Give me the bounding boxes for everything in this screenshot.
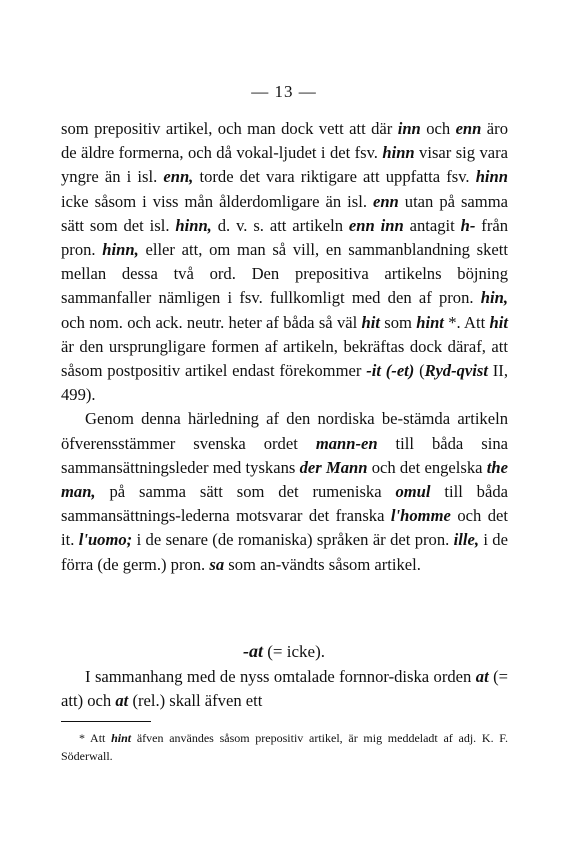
text-run: ( [414, 361, 425, 381]
italic-word: l'uomo; [78, 530, 133, 550]
italic-word: inn [397, 119, 421, 138]
paragraph-2 [61, 407, 508, 576]
italic-word: -it (-et) [366, 361, 415, 381]
footnote-rule [61, 721, 151, 722]
italic-word: Ryd-qvist [424, 361, 488, 381]
italic-word: enn inn [348, 215, 404, 235]
text-run: i de förra (de germ.) pron. [61, 530, 508, 574]
italic-word: hin, [480, 288, 508, 308]
text-run: antagit [403, 215, 461, 235]
text-run: II, 499). [61, 361, 508, 405]
text-run: Genom denna härledning af den nordiska be-stämda artikeln öfverensstämmer svenska ordet [61, 409, 508, 453]
text-run: utan på samma sätt som det isl. [61, 191, 508, 235]
text-run: I sammanhang med de nyss omtalade fornnor-diska orden [85, 667, 476, 686]
italic-word: omul [395, 482, 431, 502]
text-run: (rel.) skall äfven ett [128, 691, 263, 711]
text-run: äro de äldre formerna, och då vokal-ljudet i det fsv. [61, 119, 508, 163]
heading-gloss: (= icke). [263, 642, 325, 661]
continuation-text [61, 665, 508, 713]
paragraph-3 [61, 665, 508, 713]
italic-word: l'homme [390, 506, 451, 526]
text-run: *. Att [443, 312, 490, 332]
italic-word: h- [460, 215, 476, 235]
italic-word: hint [111, 731, 132, 745]
italic-word: hinn, [175, 215, 212, 235]
footnote-text [61, 729, 508, 765]
italic-word: hinn [475, 167, 508, 187]
text-run: d. v. s. att artikeln [211, 215, 349, 235]
main-text [61, 117, 508, 577]
italic-word: hinn [382, 143, 415, 163]
text-run: som an-vändts såsom artikel. [224, 554, 421, 574]
text-run: och nom. och ack. neutr. heter af båda så väl [61, 312, 362, 332]
heading-word: -at [243, 641, 263, 661]
italic-word: enn [455, 119, 482, 138]
italic-word: ille, [453, 530, 479, 550]
text-run: och det engelska [367, 457, 487, 477]
text-run: äfven användes såsom prepositiv artikel, är mig meddeladt af adj. K. F. Söderwall. [61, 731, 508, 763]
text-run: * Att [79, 731, 112, 745]
text-run: på samma sätt som det rumeniska [95, 482, 396, 502]
italic-word: sa [209, 554, 225, 574]
text-run: är den ursprungligare formen af artikeln, bekräftas dock däraf, att såsom postpositiv artikel endast förekommer [61, 336, 508, 381]
text-run: icke såsom i viss mån ålderdomligare än isl. [61, 191, 373, 211]
text-run: (= att) och [61, 667, 508, 711]
page-number: — 13 — [251, 82, 317, 101]
italic-word: at [475, 667, 489, 686]
text-run: från pron. [61, 215, 509, 260]
text-run: och [420, 119, 456, 138]
text-run: som prepositiv artikel, och man dock vett att där [61, 119, 398, 138]
text-run: till båda sammansättnings-lederna motsvarar det franska [61, 482, 509, 526]
italic-word: der Mann [299, 457, 368, 477]
text-run: visar sig vara yngre än i isl. [61, 143, 509, 187]
text-run: torde det vara riktigare att uppfatta fsv. [193, 167, 476, 187]
text-run: eller att, om man så vill, en sammanblandning skett mellan dessa två ord. Den prepositiva artikelns böjning sammanfaller nämligen i fsv. fullkomligt med den af pron. [61, 240, 508, 308]
text-run: och det it. [61, 506, 508, 550]
text-run: som [379, 312, 417, 332]
italic-word: mann-en [315, 433, 378, 453]
footnote [61, 729, 508, 765]
paragraph-1 [61, 117, 508, 407]
italic-word: hit [489, 312, 508, 332]
italic-word: at [115, 691, 129, 711]
italic-word: enn [372, 191, 399, 211]
italic-word: hit [361, 312, 380, 332]
italic-word: hint [416, 312, 444, 332]
italic-word: enn, [163, 167, 194, 187]
text-run: i de senare (de romaniska) språken är det pron. [132, 530, 454, 550]
italic-word: the man, [61, 457, 508, 502]
section-heading [0, 641, 568, 662]
italic-word: hinn, [102, 240, 139, 260]
text-run: till båda sina sammansättningsleder med tyskans [61, 433, 508, 477]
